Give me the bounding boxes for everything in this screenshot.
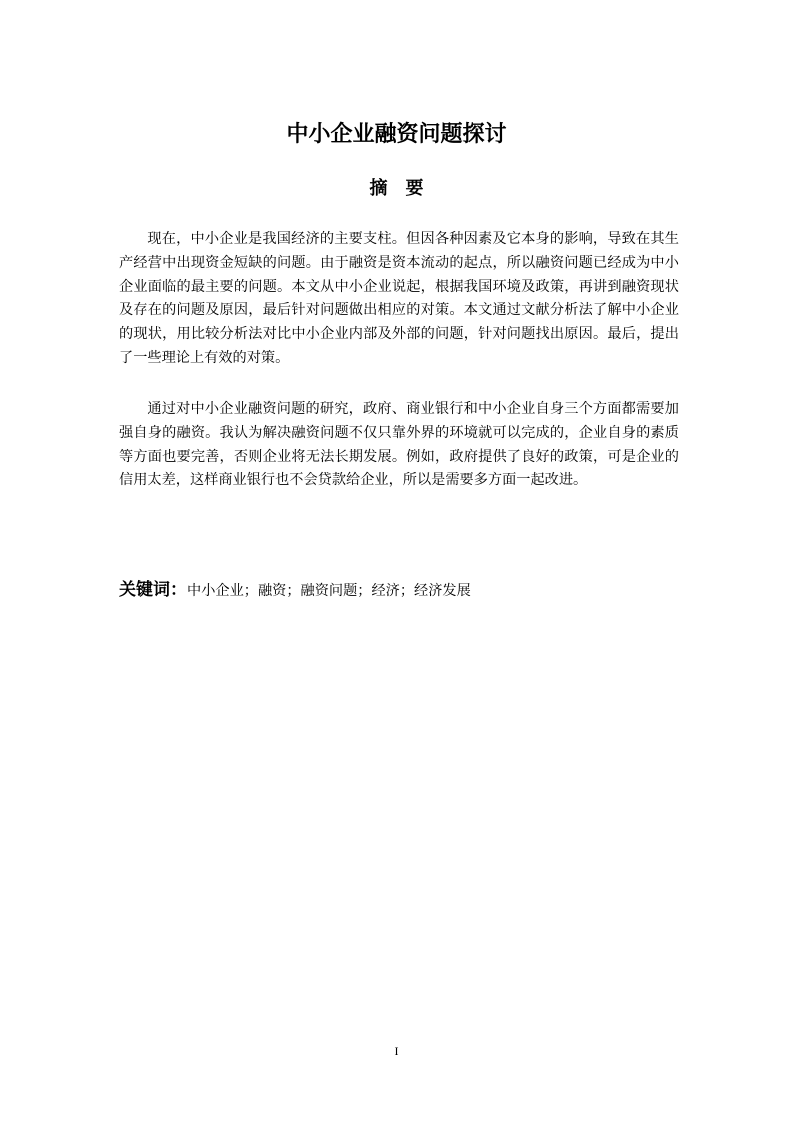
keywords-label: 关键词：: [119, 580, 187, 600]
abstract-paragraph: 通过对中小企业融资问题的研究，政府、商业银行和中小企业自身三个方面都需要加强自身的融资。我认为解决融资问题不仅只靠外界的环境就可以完成的，企业自身的素质等方面也要完善，否则企业将无法长期发展。例如，政府提供了良好的政策，可是企业的信用太差，这样商业银行也不会贷款给企业，所以是需要多方面一起改进。: [119, 401, 679, 489]
page-number: I: [394, 1044, 399, 1058]
keywords-line: [119, 577, 679, 604]
abstract-heading: 摘要: [369, 178, 442, 199]
abstract-paragraph: 现在，中小企业是我国经济的主要支柱。但因各种因素及它本身的影响，导致在其生产经营中出现资金短缺的问题。由于融资是资本流动的起点，所以融资问题已经成为中小企业面临的最主要的问题。本文从中小企业说起，根据我国环境及政策，再讲到融资现状及存在的问题及原因，最后针对问题做出相应的对策。本文通过文献分析法了解中小企业的现状，用比较分析法对比中小企业内部及外部的问题，针对问题找出原因。最后，提出了一些理论上有效的对策。: [119, 231, 679, 366]
abstract-paragraph-2-block: [119, 398, 679, 493]
document-title: 中小企业融资问题探讨: [286, 122, 507, 147]
keywords-values: 中小企业；融资；融资问题；经济；经济发展: [187, 583, 471, 599]
abstract-paragraph-1-block: [119, 228, 679, 371]
